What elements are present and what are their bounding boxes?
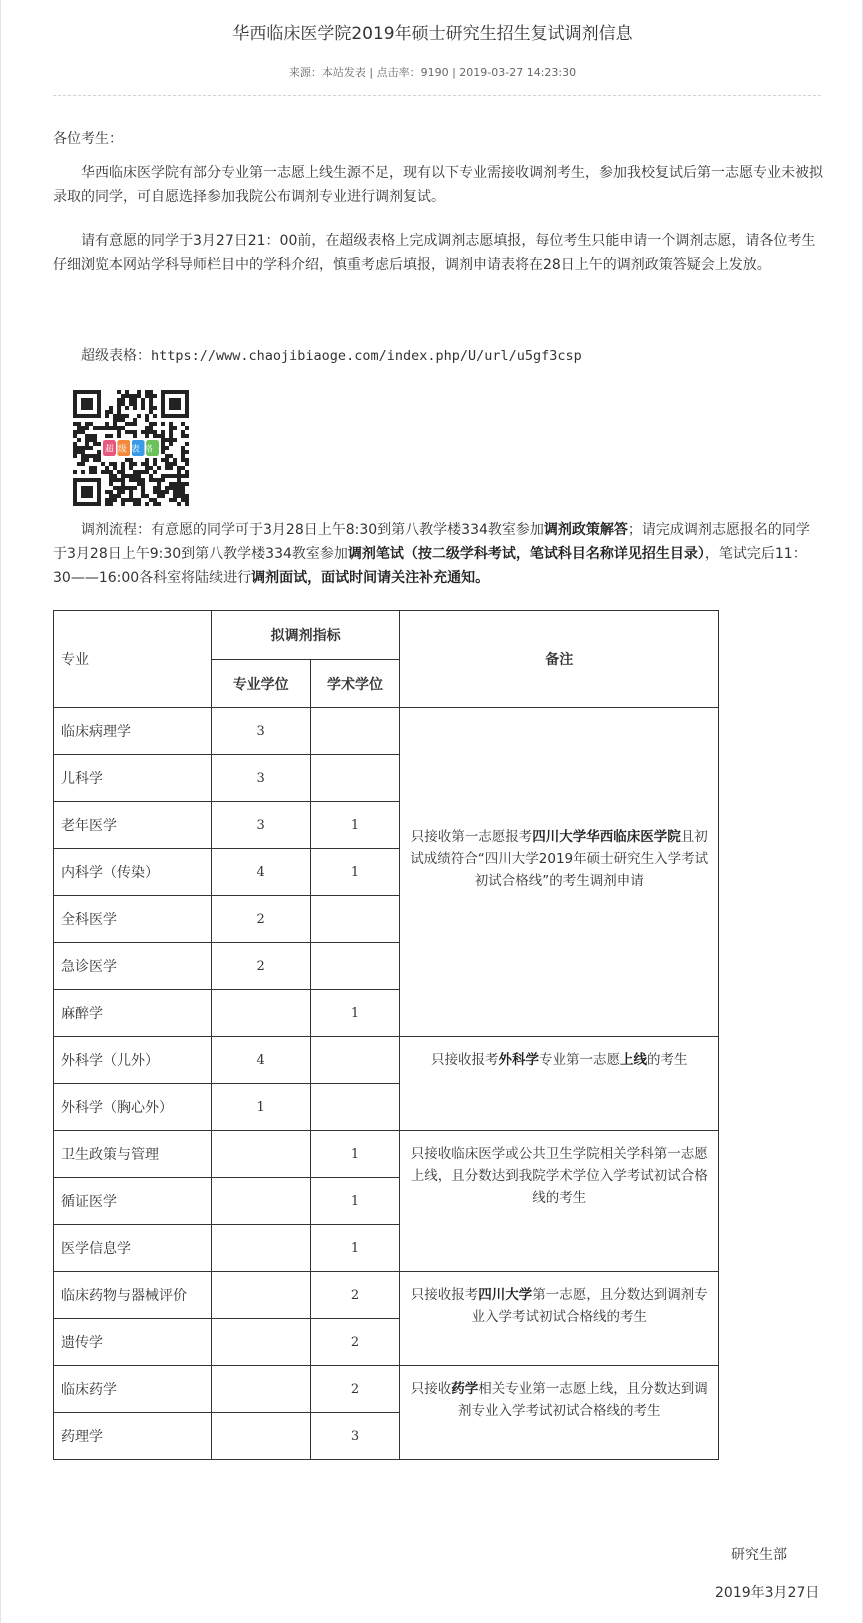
cell-professional: 2 bbox=[211, 896, 310, 943]
cell-major: 临床病理学 bbox=[54, 708, 212, 755]
cell-professional: 4 bbox=[211, 849, 310, 896]
table-row bbox=[54, 1037, 719, 1084]
instruction-paragraph: 请有意愿的同学于3月27日21：00前，在超级表格上完成调剂志愿填报，每位考生只能申请一个调剂志愿，请各位考生仔细浏览本网站学科导师栏目中的学科介绍，慎重考虑后填报，调剂申请表将在28日上午的调剂政策答疑会上发放。 bbox=[53, 233, 816, 273]
form-url-link[interactable]: https://www.chaojibiaoge.com/index.php/U/url/u5gf3csp bbox=[151, 348, 582, 364]
cell-academic: 2 bbox=[310, 1366, 400, 1413]
qr-logo bbox=[101, 438, 161, 458]
header-quota: 拟调剂指标 bbox=[211, 611, 400, 660]
table-row bbox=[54, 1272, 719, 1319]
cell-professional bbox=[211, 990, 310, 1037]
header-professional: 专业学位 bbox=[211, 660, 310, 708]
intro-paragraph: 华西临床医学院有部分专业第一志愿上线生源不足，现有以下专业需接收调剂考生，参加我校复试后第一志愿专业未被拟录取的同学，可自愿选择参加我院公布调剂专业进行调剂复试。 bbox=[53, 165, 823, 205]
cell-major: 药理学 bbox=[54, 1413, 212, 1460]
cell-professional: 2 bbox=[211, 943, 310, 990]
cell-major: 全科医学 bbox=[54, 896, 212, 943]
article-meta: 来源：本站发表 | 点击率：9190 | 2019-03-27 14:23:30 bbox=[288, 66, 577, 79]
cell-major: 遗传学 bbox=[54, 1319, 212, 1366]
cell-major: 老年医学 bbox=[54, 802, 212, 849]
cell-major: 临床药物与器械评价 bbox=[54, 1272, 212, 1319]
note-cell-2: 只接收报考外科学专业第一志愿上线的考生 bbox=[400, 1037, 719, 1131]
note-cell-3: 只接收临床医学或公共卫生学院相关学科第一志愿上线，且分数达到我院学术学位入学考试初试合格线的考生 bbox=[400, 1131, 719, 1272]
cell-academic: 1 bbox=[310, 849, 400, 896]
qr-logo-text: 超级表格 bbox=[105, 444, 157, 455]
article-title: 华西临床医学院2019年硕士研究生招生复试调剂信息 bbox=[232, 24, 633, 44]
cell-professional bbox=[211, 1225, 310, 1272]
cell-academic: 1 bbox=[310, 1178, 400, 1225]
signature-department: 研究生部 bbox=[731, 1547, 787, 1563]
cell-major: 儿科学 bbox=[54, 755, 212, 802]
cell-professional bbox=[211, 1319, 310, 1366]
cell-academic bbox=[310, 1084, 400, 1131]
note-cell-5: 只接收药学相关专业第一志愿上线，且分数达到调剂专业入学考试初试合格线的考生 bbox=[400, 1366, 719, 1460]
greeting: 各位考生： bbox=[53, 131, 123, 147]
cell-academic bbox=[310, 1037, 400, 1084]
procedure-paragraph: 调剂流程：有意愿的同学可于3月28日上午8:30到第八教学楼334教室参加调剂政策解答；请完成调剂志愿报名的同学于3月28日上午9:30到第八教学楼334教室参加调剂笔试（按二级学科考试，笔试科目名称详见招生目录），笔试完后11：30——16:00各科室将陆续进行调剂面试，面试时间请关注补充通知。 bbox=[53, 522, 810, 586]
cell-professional bbox=[211, 1366, 310, 1413]
cell-major: 内科学（传染） bbox=[54, 849, 212, 896]
quota-table bbox=[53, 610, 719, 1460]
signature-date: 2019年3月27日 bbox=[715, 1585, 820, 1601]
cell-major: 麻醉学 bbox=[54, 990, 212, 1037]
cell-academic: 1 bbox=[310, 1225, 400, 1272]
cell-major: 急诊医学 bbox=[54, 943, 212, 990]
cell-academic bbox=[310, 896, 400, 943]
header-academic: 学术学位 bbox=[310, 660, 400, 708]
note-cell-1: 只接收第一志愿报考四川大学华西临床医学院且初试成绩符合“四川大学2019年硕士研究生入学考试初试合格线”的考生调剂申请 bbox=[400, 708, 719, 1037]
cell-professional: 1 bbox=[211, 1084, 310, 1131]
table-row bbox=[54, 1131, 719, 1178]
cell-major: 外科学（胸心外） bbox=[54, 1084, 212, 1131]
cell-professional bbox=[211, 1131, 310, 1178]
cell-major: 外科学（儿外） bbox=[54, 1037, 212, 1084]
cell-academic: 1 bbox=[310, 802, 400, 849]
form-label: 超级表格： bbox=[81, 348, 151, 364]
cell-academic: 1 bbox=[310, 1131, 400, 1178]
cell-academic bbox=[310, 708, 400, 755]
form-link-line bbox=[53, 344, 823, 368]
cell-academic bbox=[310, 755, 400, 802]
cell-professional: 4 bbox=[211, 1037, 310, 1084]
cell-academic bbox=[310, 943, 400, 990]
cell-academic: 2 bbox=[310, 1272, 400, 1319]
cell-professional bbox=[211, 1178, 310, 1225]
cell-professional: 3 bbox=[211, 755, 310, 802]
cell-major: 医学信息学 bbox=[54, 1225, 212, 1272]
qr-code[interactable] bbox=[73, 390, 189, 506]
header-note: 备注 bbox=[400, 611, 719, 708]
header-major: 专业 bbox=[54, 611, 212, 708]
table-row bbox=[54, 708, 719, 755]
cell-professional: 3 bbox=[211, 802, 310, 849]
header-divider bbox=[53, 95, 821, 96]
cell-professional bbox=[211, 1413, 310, 1460]
note-cell-4: 只接收报考四川大学第一志愿，且分数达到调剂专业入学考试初试合格线的考生 bbox=[400, 1272, 719, 1366]
cell-academic: 1 bbox=[310, 990, 400, 1037]
cell-professional: 3 bbox=[211, 708, 310, 755]
cell-academic: 2 bbox=[310, 1319, 400, 1366]
cell-major: 循证医学 bbox=[54, 1178, 212, 1225]
cell-major: 临床药学 bbox=[54, 1366, 212, 1413]
cell-professional bbox=[211, 1272, 310, 1319]
table-row bbox=[54, 1366, 719, 1413]
cell-academic: 3 bbox=[310, 1413, 400, 1460]
cell-major: 卫生政策与管理 bbox=[54, 1131, 212, 1178]
